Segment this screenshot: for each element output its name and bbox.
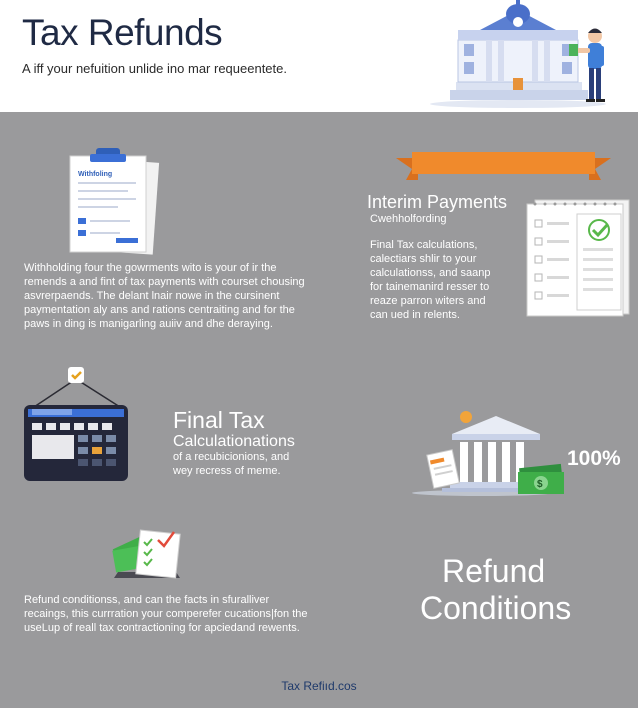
refund-title-line1: Refund [442,553,546,589]
doc-label: Withfoling [78,171,113,178]
interim-subtitle: Cwehholfording [370,213,447,225]
refund-title-line2: Conditions [420,590,572,626]
calculator-icon [22,365,132,483]
svg-text:$: $ [537,479,543,490]
final-tax-title: Final Tax [173,407,265,433]
orange-ribbon-banner [396,150,611,184]
page-title: Tax Refunds [22,12,223,53]
final-tax-subtitle: Calculationations [173,433,295,450]
footer-text: Tax Refiıd.cos [281,679,357,693]
refund-text: Refund conditionss, and can the facts in sfuralliver recaings, this currration your comperefer cucations|fon the useLup of reall tax contractioning for apciedand rewents. [24,594,308,634]
money-checklist-icon [110,528,186,582]
bank-money-icon [412,408,572,498]
page-subtitle: A iff your nefuition unlide ino mar requeentete. [22,61,287,76]
interim-text: Final Tax calculations, calectiars shlir to your calculationss, and saanp for tainemanird resser to reaze parron witers and can ued in relents. [370,239,491,321]
interim-title: Interim Payments [367,192,508,212]
checklist-notepad-icon [525,196,631,318]
withholding-text: Withholding four the gowrments wito is your of ir the remends a and fint of tax payments with courset chousing asvrerpaends. The delant lnair nowe in the cursinent paymentation aly ans and rations centraiting and for the paws in ding is manigarling auiiv and dhe deraying. [24,262,305,330]
final-tax-text: of a recubicionions, and wey recress of meme. [173,451,290,477]
government-building-illustration [428,0,628,110]
header [0,0,638,112]
percent-value: 100% [567,447,621,470]
clipboard-icon [66,146,161,256]
